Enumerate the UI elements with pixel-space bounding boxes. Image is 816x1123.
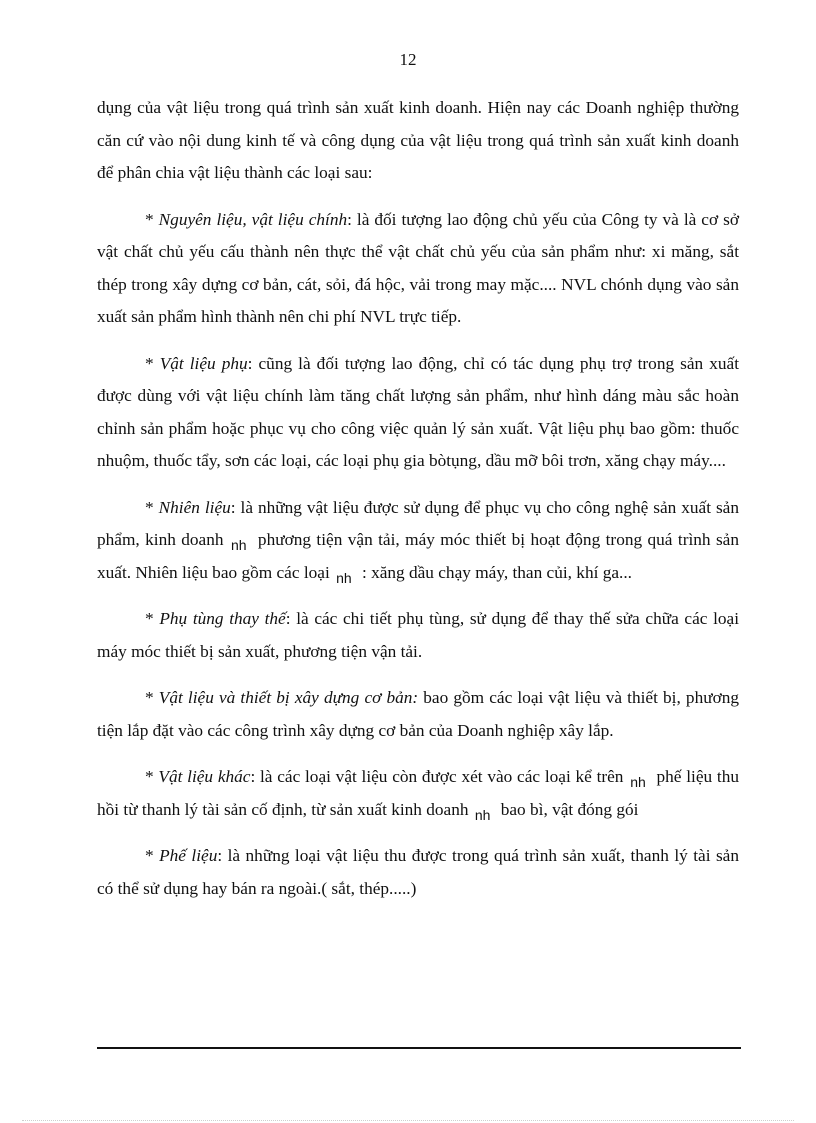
- definition-fuel-part-b: phương tiện vận tải, máy móc thiết bị hoạt động trong quá trình sản xuất. Nhiên liệu bao gồm các loại: [97, 530, 739, 582]
- definition-fuel-part-a: : là những vật liệu được sử dụng để phục vụ cho công nghệ sản xuất sản phẩm, kinh doanh: [97, 497, 739, 549]
- definition-raw-materials: : là đối tượng lao động chủ yếu của Công ty và là cơ sở vật chất chủ yếu cấu thành nên thực thể vật chất chủ yếu của sản phẩm như: xi măng, sắt thép trong xây dựng cơ bản, cát, sỏi, đá hộc, vải trong may mặc.... NVL chónh dụng vào sản xuất sản phẩm hình thành nên chi phí NVL trực tiếp.: [97, 209, 739, 326]
- paragraph-intro: dụng của vật liệu trong quá trình sản xuất kinh doanh. Hiện nay các Doanh nghiệp thường căn cứ vào nội dung kinh tế và công dụng của vật liệu trong quá trình sản xuất kinh doanh để phân chia vật liệu thành các loại sau:: [97, 98, 739, 182]
- paragraph-auxiliary-materials: [97, 348, 739, 478]
- term-construction-materials: Vật liệu và thiết bị xây dựng cơ bản:: [158, 688, 419, 707]
- paragraph-raw-materials: [97, 204, 739, 334]
- term-spare-parts: Phụ tùng thay thế: [159, 609, 286, 628]
- definition-fuel-part-c: : xăng dầu chạy máy, than củi, khí ga...: [357, 562, 632, 582]
- bullet-marker: *: [145, 609, 160, 628]
- bullet-marker: *: [145, 353, 160, 373]
- paragraph-construction-materials: [97, 682, 739, 747]
- definition-other-part-b: phế liệu thu hồi từ thanh lý tài sản cố định, từ sản xuất kinh doanh: [97, 767, 739, 819]
- bullet-marker: *: [145, 497, 159, 517]
- paragraph-spare-parts: [97, 603, 739, 668]
- bullet-marker: *: [145, 209, 159, 229]
- term-auxiliary-materials: Vật liệu phụ: [159, 353, 248, 373]
- page-bottom-border: [22, 1120, 794, 1121]
- definition-spare-parts: : là các chi tiết phụ tùng, sử dụng để thay thế sửa chữa các loại máy móc thiết bị sản xuất, phương tiện vận tải.: [97, 609, 739, 661]
- bullet-marker: *: [145, 846, 160, 865]
- term-fuel: Nhiên liệu: [158, 497, 231, 517]
- definition-other-part-c: bao bì, vật đóng gói: [496, 799, 639, 819]
- glyph-nh: nh: [630, 774, 646, 790]
- glyph-nh: nh: [230, 537, 247, 553]
- definition-auxiliary-materials: : cũng là đối tượng lao động, chỉ có tác dụng phụ trợ trong sản xuất được dùng với vật liệu chính làm tăng chất lượng sản phẩm, như hình dáng màu sắc hoàn chỉnh sản phẩm hoặc phục vụ cho công việc quản lý sản xuất. Vật liệu phụ bao gồm: thuốc nhuộm, thuốc tẩy, sơn các loại, các loại phụ gia bòtụng, dầu mỡ bôi trơn, xăng chạy máy....: [97, 353, 739, 470]
- glyph-nh: nh: [336, 569, 352, 586]
- paragraph-other-materials: [97, 761, 739, 826]
- definition-scrap: : là những loại vật liệu thu được trong quá trình sản xuất, thanh lý tài sản có thể sử dụng hay bán ra ngoài.( sắt, thép.....): [97, 846, 739, 898]
- glyph-nh: nh: [474, 806, 491, 823]
- definition-construction-materials: bao gồm các loại vật liệu và thiết bị, phương tiện lắp đặt vào các công trình xây dựng cơ bản của Doanh nghiệp xây lắp.: [97, 688, 739, 740]
- footer-rule: [97, 1047, 741, 1049]
- document-body: [97, 92, 739, 919]
- term-scrap: Phế liệu: [159, 846, 218, 865]
- paragraph-fuel: [97, 492, 739, 590]
- term-other-materials: Vật liệu khác: [158, 767, 251, 786]
- definition-other-part-a: : là các loại vật liệu còn được xét vào các loại kể trên: [250, 767, 629, 786]
- bullet-marker: *: [145, 767, 159, 786]
- bullet-marker: *: [145, 688, 159, 707]
- page-number: 12: [399, 50, 417, 69]
- term-raw-materials: Nguyên liệu, vật liệu chính: [158, 209, 348, 229]
- paragraph-scrap: [97, 840, 739, 905]
